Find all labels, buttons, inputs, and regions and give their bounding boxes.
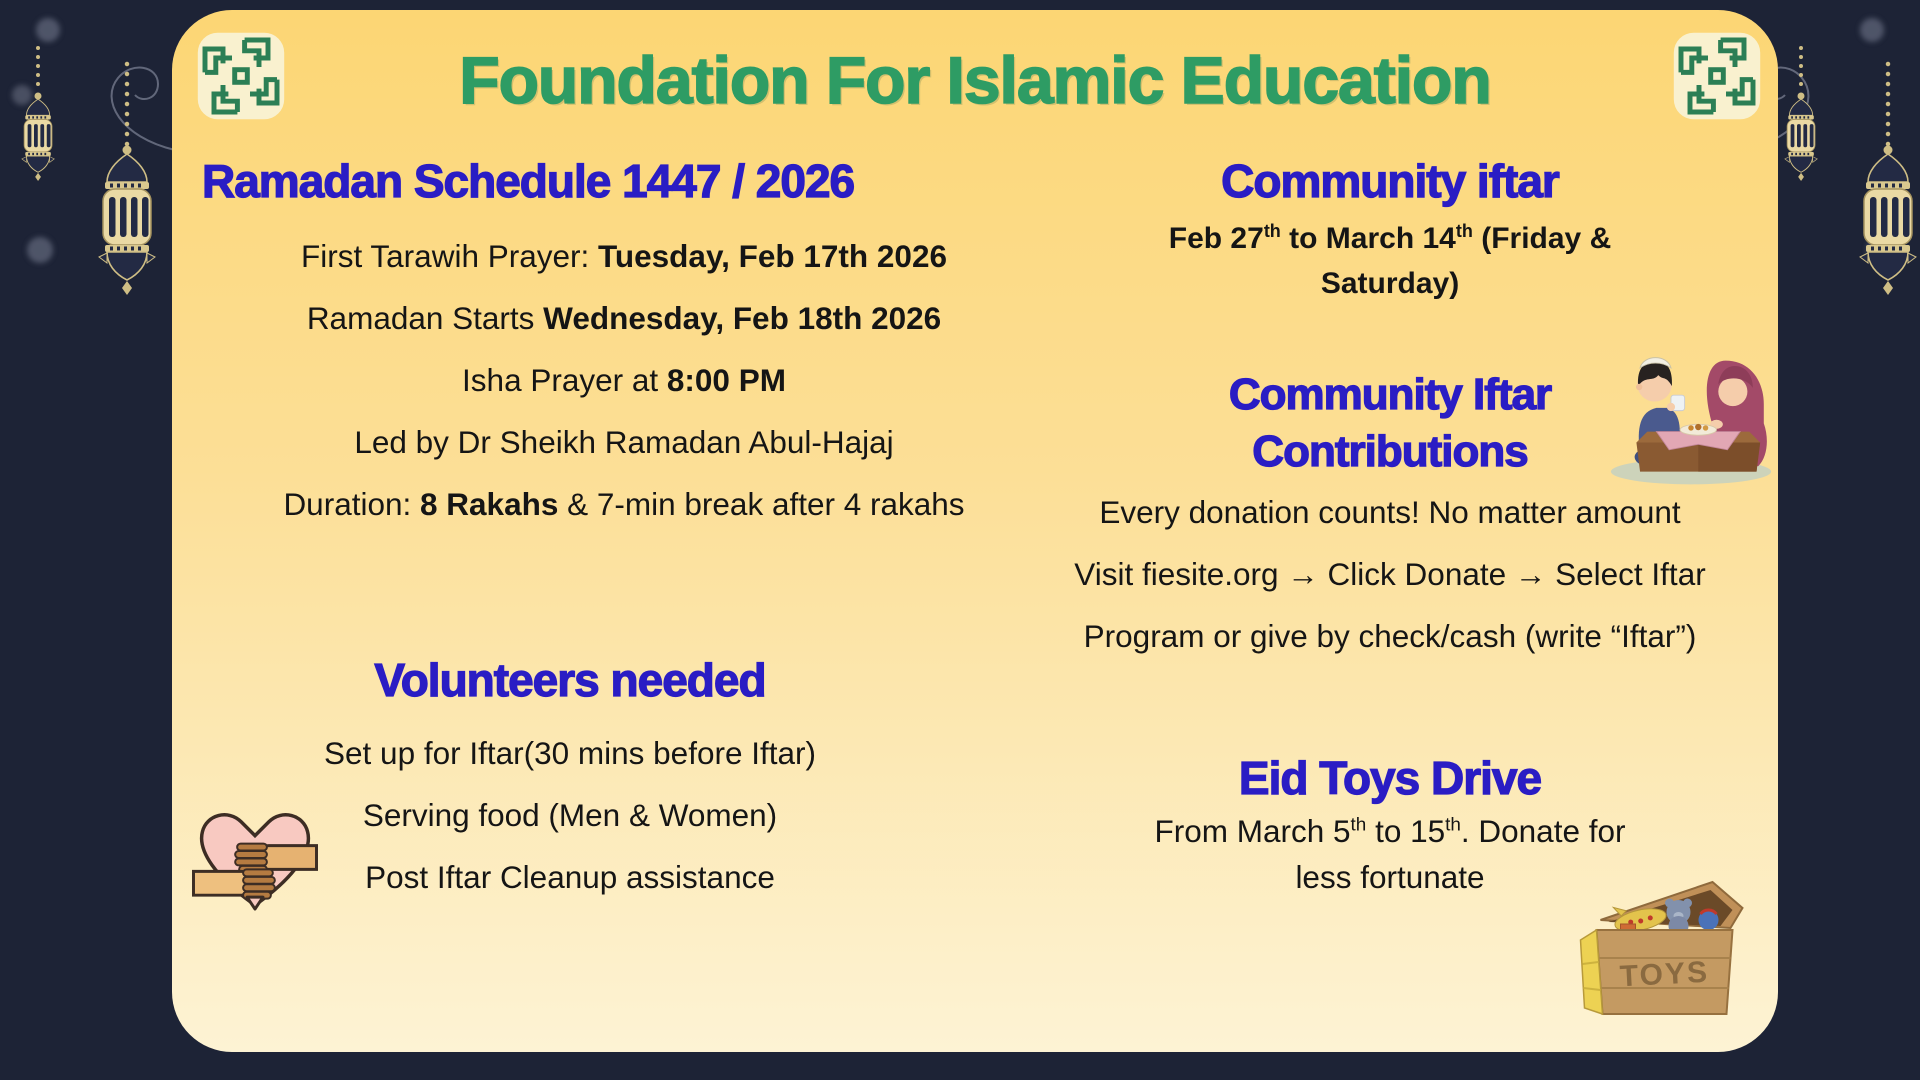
toys-box-label: TOYS bbox=[1619, 955, 1710, 994]
volunteer-line: Post Iftar Cleanup assistance bbox=[365, 858, 775, 895]
ramadan-schedule-heading: Ramadan Schedule 1447 / 2026 bbox=[202, 155, 855, 207]
schedule-line: First Tarawih Prayer: Tuesday, Feb 17th 2026 bbox=[301, 237, 947, 274]
eid-toys-drive-text: From March 5th to 15th. Donate for less fortunate bbox=[1154, 813, 1626, 895]
iftar-contributions-list bbox=[1030, 481, 1750, 667]
schedule-line: Duration: 8 Rakahs & 7-min break after 4 rakahs bbox=[283, 485, 965, 522]
schedule-line: Isha Prayer at 8:00 PM bbox=[462, 361, 786, 398]
volunteer-line: Set up for Iftar(30 mins before Iftar) bbox=[324, 734, 816, 771]
community-iftar-dates: Feb 27th to March 14th (Friday & Saturday) bbox=[1168, 221, 1612, 300]
contribution-line: Visit fiesite.org → Click Donate → Select Iftar bbox=[1074, 555, 1706, 592]
flyer-card bbox=[172, 10, 1778, 1052]
schedule-line: Led by Dr Sheikh Ramadan Abul-Hajaj bbox=[354, 423, 894, 460]
schedule-line: Ramadan Starts Wednesday, Feb 18th 2026 bbox=[306, 299, 942, 336]
large-lantern-icon bbox=[1860, 64, 1916, 295]
kufic-emblem-icon bbox=[1672, 24, 1762, 128]
volunteers-heading: Volunteers needed bbox=[374, 654, 766, 706]
toys-box-illustration bbox=[1570, 868, 1756, 1018]
eid-toys-drive-heading: Eid Toys Drive bbox=[1238, 752, 1542, 804]
family-iftar-illustration bbox=[1600, 336, 1782, 488]
page-title: Foundation For Islamic Education bbox=[459, 43, 1491, 117]
kufic-emblem-icon bbox=[196, 24, 286, 128]
community-iftar-heading: Community iftar bbox=[1221, 155, 1559, 207]
ramadan-schedule-list bbox=[199, 225, 1049, 535]
heart-hands-icon bbox=[182, 794, 328, 918]
volunteer-line: Serving food (Men & Women) bbox=[362, 796, 778, 833]
small-lantern-icon bbox=[1785, 48, 1817, 181]
contribution-line: Program or give by check/cash (write “Iftar”) bbox=[1083, 617, 1697, 654]
contribution-line: Every donation counts! No matter amount bbox=[1099, 493, 1681, 530]
iftar-contributions-heading: Community Iftar Contributions bbox=[1228, 370, 1552, 476]
small-lantern-icon bbox=[22, 48, 54, 181]
